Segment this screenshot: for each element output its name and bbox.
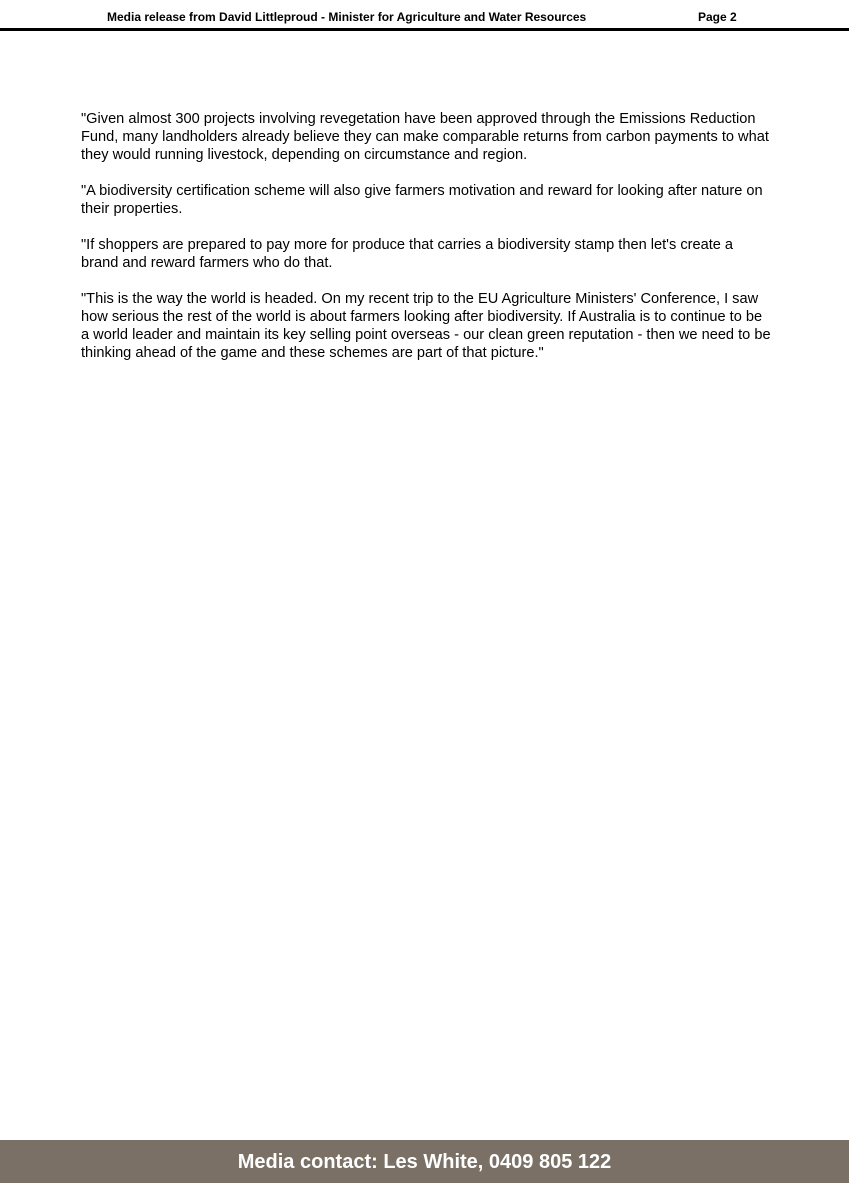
page-header — [0, 0, 849, 31]
page-number: Page 2 — [698, 10, 737, 24]
header-title: Media release from David Littleproud - Minister for Agriculture and Water Resources — [107, 10, 587, 24]
media-release-body — [81, 110, 771, 380]
body-paragraph: "A biodiversity certification scheme will also give farmers motivation and reward for looking after nature on their properties. — [81, 183, 763, 217]
body-paragraph: "If shoppers are prepared to pay more for produce that carries a biodiversity stamp then let's create a brand and reward farmers who do that. — [81, 237, 734, 271]
body-paragraph: "This is the way the world is headed. On my recent trip to the EU Agriculture Ministers' Conference, I saw how serious the rest of the world is about farmers looking after biodiversity. If Australia is to continue to be a world leader and maintain its key selling point overseas - our clean green reputation - then we need to be thinking ahead of the game and these schemes are part of that picture." — [81, 291, 771, 361]
body-paragraph: "Given almost 300 projects involving revegetation have been approved through the Emissions Reduction Fund, many landholders already believe they can make comparable returns from carbon payments to what they would running livestock, depending on circumstance and region. — [81, 111, 769, 163]
media-contact-footer — [0, 1140, 849, 1183]
media-contact-text: Media contact: Les White, 0409 805 122 — [237, 1150, 612, 1173]
